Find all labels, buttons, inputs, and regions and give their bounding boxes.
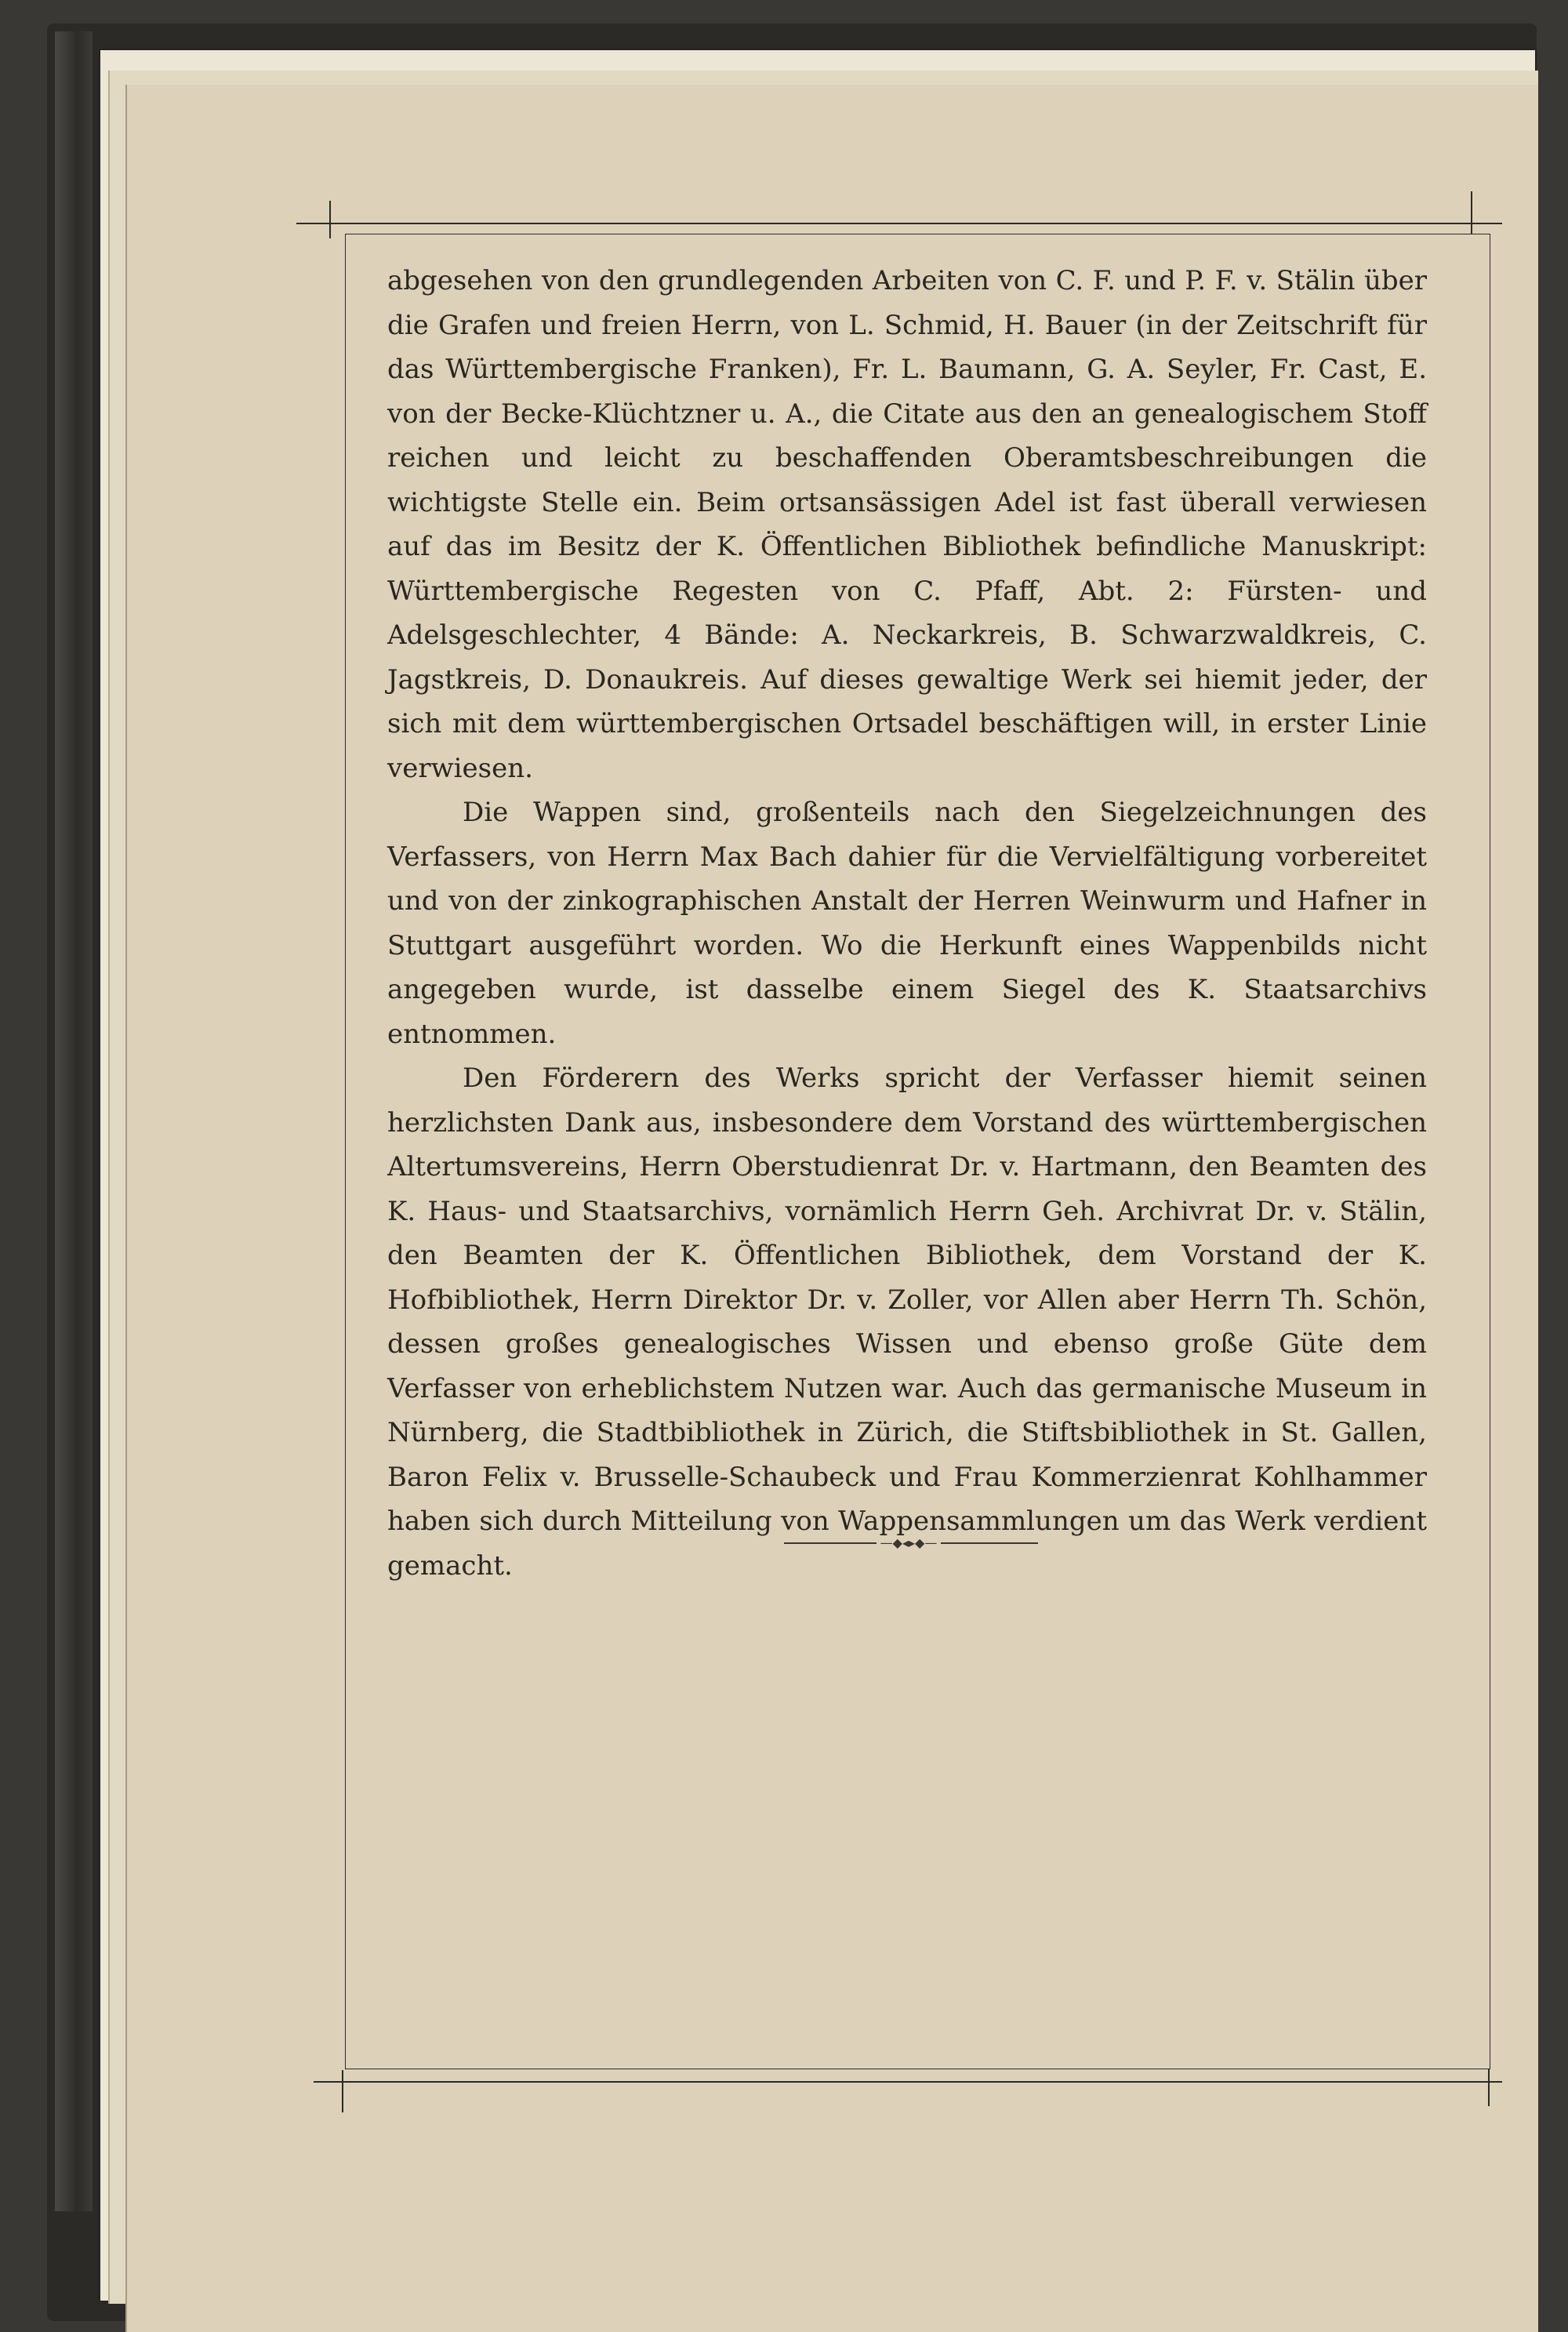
paragraph: Den Förderern des Werks spricht der Verfasser hiemit seinen herzlichsten Dank aus, insbesondere dem Vorstand des württembergischen Altertumsvereins, Herrn Oberstudienrat Dr. v. Hartmann, den Beamten des K. Haus- und Staatsarchivs, vornämlich Herrn Geh. Archivrat Dr. v. Stälin, den Beamten der K. Öffentlichen Bibliothek, dem Vorstand der K. Hofbibliothek, Herrn Direktor Dr. v. Zoller, vor Allen aber Herrn Th. Schön, dessen großes genealogisches Wissen und ebenso große Güte dem Verfasser von erheblichstem Nutzen war. Auch das germanische Museum in Nürnberg, die Stadtbibliothek in Zürich, die Stiftsbibliothek in St. Gallen, Baron Felix v. Brusselle-Schaubeck und Frau Kommerzienrat Kohlhammer haben sich durch Mitteilung von Wappensammlungen um das Werk verdient gemacht.: [387, 1062, 1427, 1582]
frame-corner-tick: [329, 201, 331, 238]
ornament-line-left: [784, 1542, 877, 1544]
paragraph: Die Wappen sind, großenteils nach den Siegelzeichnungen des Verfassers, von Herrn Max Bach dahier für die Vervielfältigung vorbereitet und von der zinkographischen Anstalt der Herren Weinwurm und Hafner in Stuttgart ausgeführt worden. Wo die Herkunft eines Wappenbilds nicht angegeben wurde, ist dasselbe einem Siegel des K. Staatsarchivs entnommen.: [387, 797, 1427, 1050]
frame-corner-tick: [1471, 191, 1472, 234]
book-spine: [55, 31, 93, 2211]
frame-bottom-rule: [314, 2081, 1502, 2083]
frame-left-rule: [345, 234, 346, 2069]
ornament-line-right: [941, 1542, 1038, 1544]
ornament-flourish-icon: —◆◂▸◆—: [880, 1535, 938, 1550]
paragraph: abgesehen von den grundlegenden Arbeiten von C. F. und P. F. v. Stälin über die Grafen und freien Herrn, von L. Schmid, H. Bauer (in der Zeitschrift für das Württembergische Franken), Fr. L. Baumann, G. A. Seyler, Fr. Cast, E. von der Becke-Klüchtzner u. A., die Citate aus den an genealogischem Stoff reichen und leicht zu beschaffenden Oberamtsbeschreibungen die wichtigste Stelle ein. Beim ortsansässigen Adel ist fast überall verwiesen auf das im Besitz der K. Öffentlichen Bibliothek befindliche Manuskript: Württembergische Regesten von C. Pfaff, Abt. 2: Fürsten- und Adelsgeschlechter, 4 Bände: A. Neckarkreis, B. Schwarzwaldkreis, C. Jagstkreis, D. Donaukreis. Auf dieses gewaltige Werk sei hiemit jeder, der sich mit dem württembergischen Ortsadel beschäftigen will, in erster Linie verwiesen.: [387, 265, 1427, 784]
frame-top-rule: [296, 223, 1502, 224]
frame-corner-tick: [342, 2070, 343, 2112]
body-text: [387, 259, 1427, 1588]
frame-corner-tick: [1488, 2069, 1490, 2106]
section-divider-ornament: [784, 1535, 1038, 1551]
